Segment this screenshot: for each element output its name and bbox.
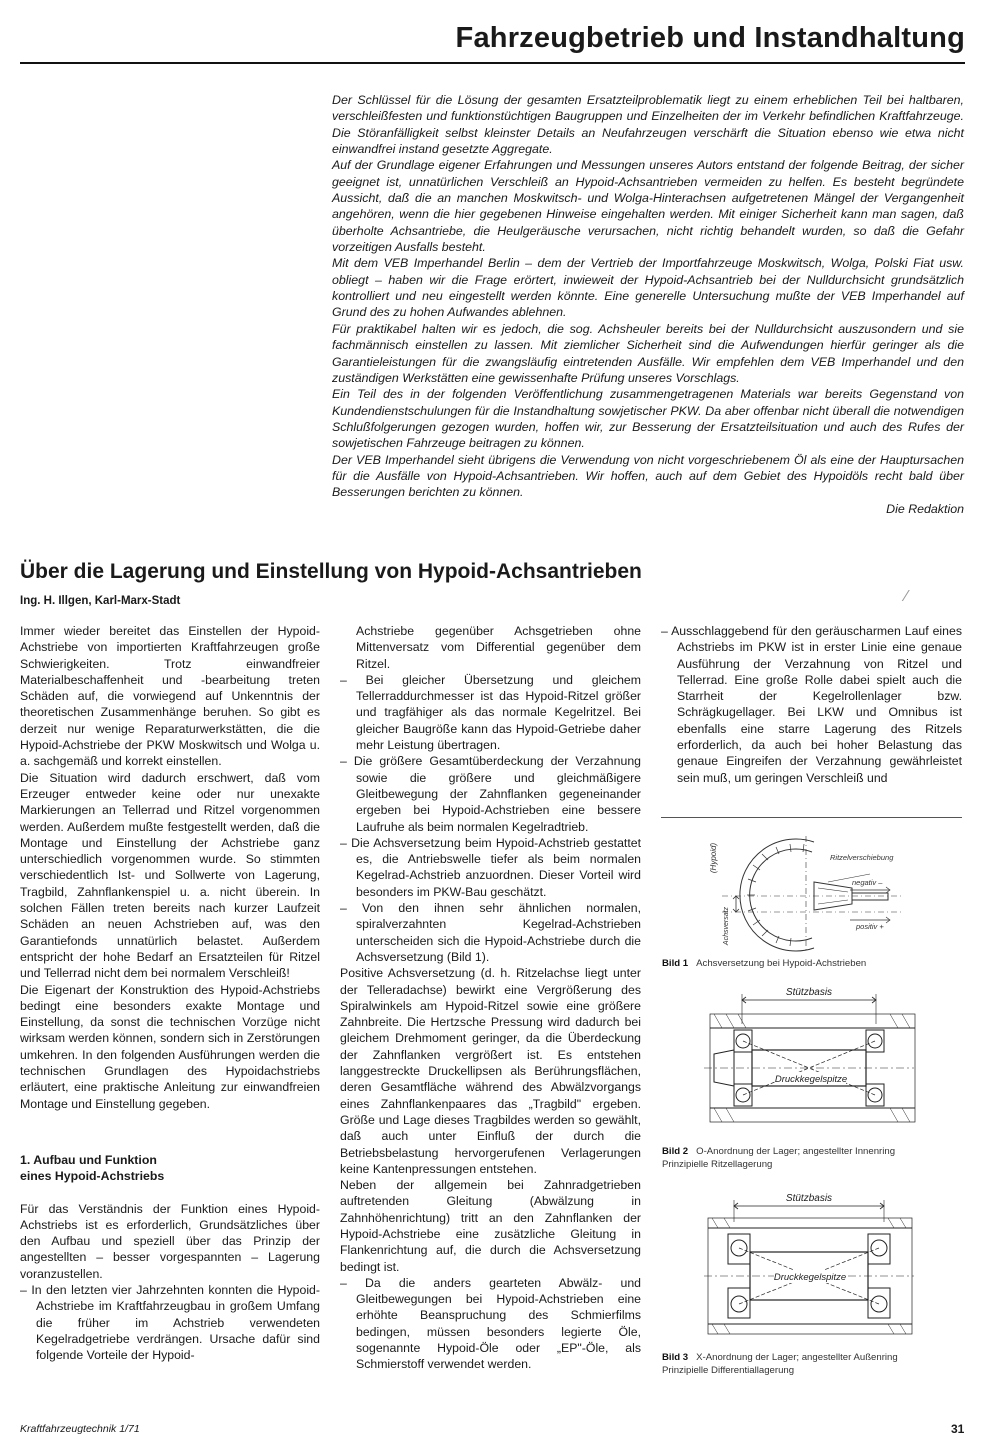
body-list-item: – In den letzten vier Jahrzehnten konnten die Hypoid-Achstriebe im Kraftfahrzeugbau in großem Umfang die früher im Achstrieb verwendeten Kegelradgetriebe verdrängen. Ursache dafür sind folgende Vorteile der Hypoid- <box>20 1282 320 1363</box>
figure-2-number: Bild 2 <box>662 1146 689 1157</box>
editorial-intro <box>332 92 964 517</box>
body-paragraph: Die Eigenart der Konstruktion des Hypoid-Achstriebs bedingt eine besonders exakte Montage und Einstellung, da sonst die technischen Vorzüge nicht wirksam werden können, sondern sich in Zerstörungen umkehren. In den folgenden Ausführungen werden die technischen Grundlagen des Hypoidachstriebs erläutert, eine praktische Anleitung zur einwandfreien Montage und Einstellung gegeben. <box>20 982 320 1111</box>
figure-1-caption <box>662 958 962 971</box>
figure-1-caption-text: Achsversetzung bei Hypoid-Achstrieben <box>696 958 867 969</box>
figure-2 <box>700 984 918 1132</box>
intro-paragraph: Für praktikabel halten wir es jedoch, die sog. Achsheuler bereits bei der Nulldurchsicht auszusondern und sie fachmännisch einstellen zu lassen. Mit ziemlicher Sicherheit sind die Aufwendungen hierfür geringer als die Garantieleistungen für die zwangsläufig eintretenden Ausfälle. Wir empfehlen dem VEB Imperhandel und den zuständigen Werkstätten eine gewissenhafte Prüfung unseres Vorschlags. <box>332 321 964 385</box>
body-paragraph: Achstriebe gegenüber Achsgetrieben ohne Mittenversatz vom Differential gegenüber dem Ritzel. <box>356 624 641 671</box>
label-stuetzbasis: Stützbasis <box>785 987 833 998</box>
label-hypoid: (Hypoid) <box>709 842 718 874</box>
figure-1 <box>702 830 912 952</box>
intro-paragraph: Der Schlüssel für die Lösung der gesamten Ersatzteilproblematik liegt zu einem erheblichen Teil bei haltbaren, verschleißfesten und funktionstüchtigen Baugruppen und Einzelheiten der im Verkehr befindlichen Kraftfahrzeuge. Die Störanfälligkeit selbst kleinster Details an Neufahrzeugen verschärft die Situation ebenso wie etwa nicht einwandfrei instand gesetzte Aggregate. <box>332 93 964 157</box>
page-number: 31 <box>951 1422 965 1436</box>
intro-paragraph: Ein Teil des in der folgenden Veröffentlichung zusammengetragenen Materials war bereits Gegenstand von Kundendienstschulungen für die Instandhaltung sowjetischer PKW. Da aber offenbar nicht überall die notwendigen Schlußfolgerungen gezogen wurden, hoffen wir, zur Besserung der Ersatzteilsituation und auch des Rufes der sowjetischen Fahrzeuge beitragen zu können. <box>332 387 964 451</box>
article-title: Über die Lagerung und Einstellung von Hypoid-Achsantrieben <box>20 560 642 583</box>
body-paragraph: Die Situation wird dadurch erschwert, daß vom Erzeuger entweder keine oder nur unexakte Markierungen an Tellerrad und Ritzel vorgenommen werden. Außerdem mußte festgestellt werden, daß die Montage und Einstellung der Achstriebe ganz unterschiedlich vorgenommen wurde. So stimmten verschiedentlich Ist- und Sollwerte von Lagerung, Tragbild, Zahnflankenspiel u. a. nicht überein. In solchen Fällen treten bereits nach kurzer Laufzeit Schäden an neuen Achstrieben auf, was den Garantiefonds unnatürlich belastet. Außerdem entspricht der hohe Bedarf an Ersatzteilen für Ritzel und Tellerrad nicht dem bei normalem Verschleiß! <box>20 770 320 981</box>
article-column-3 <box>661 623 962 786</box>
label-negativ: negativ – <box>852 878 883 887</box>
figure-3-caption-text: X-Anordnung der Lager; angestellter Außenring <box>696 1352 898 1363</box>
intro-paragraph: Der VEB Imperhandel sieht übrigens die Verwendung von nicht vorgeschriebenem Öl als eine der Hauptursachen für die Ausfälle von Hypoid-Achsantrieben. Wir hoffen, auch auf dem Gebiet des Hypoidöls recht bald über Besserungen berichten zu können. <box>332 452 964 500</box>
figure-3-caption-subtext: Prinzipielle Differentiallagerung <box>662 1364 795 1376</box>
section-heading <box>20 1152 320 1185</box>
figure-3-number: Bild 3 <box>662 1352 689 1363</box>
column-divider <box>661 817 962 818</box>
section-header <box>20 20 965 64</box>
journal-citation: Kraftfahrzeugtechnik 1/71 <box>20 1423 140 1435</box>
figure-2-drawing <box>700 984 918 1132</box>
figure-2-caption <box>662 1146 962 1171</box>
figure-2-caption-subtext: Prinzipielle Ritzellagerung <box>662 1158 773 1170</box>
article-column-1 <box>20 623 320 1363</box>
article-column-2 <box>340 623 641 1373</box>
body-list-item: – Die größere Gesamtüberdeckung der Verzahnung sowie die größere und gleichmäßigere Gleitbewegung der Zahnflanken gegeneinander ergeben bei Hypoid-Achstrieben eine bessere Laufruhe als beim normalen Kegelradtrieb. <box>340 754 641 834</box>
section-heading-line: eines Hypoid-Achstriebs <box>20 1169 165 1184</box>
body-list-item: – Bei gleicher Übersetzung und gleichem Tellerraddurchmesser ist das Hypoid-Ritzel größer und tragfähiger als das normale Kegelritzel. Bei gleicher Baugröße kann das Hypoid-Getriebe daher mehr Leistung übertragen. <box>340 672 641 753</box>
figure-1-drawing <box>702 830 912 952</box>
body-list-item: – Da die anders gearteten Abwälz- und Gleitbewegungen bei Hypoid-Achstrieben eine erhöhte Beanspruchung des Schmierfilms bedingen, müssen besonders legierte Öle, sogenannte Hypoid-Öle oder „EP"-Öle, als Schmierstoff verwendet werden. <box>340 1275 641 1372</box>
figure-1-number: Bild 1 <box>662 958 689 969</box>
label-druckkegelspitze: Druckkegelspitze <box>773 1272 847 1283</box>
body-paragraph: Immer wieder bereitet das Einstellen der Hypoid-Achstriebe von importierten Kraftfahrzeugen große Schwierigkeiten. Trotz einwandfreier Materialbeschaffenheit und -bearbeitung treten Schäden auf, die vorwiegend auf Unkenntnis der theoretischen Zusammenhänge beruhen. So gibt es derzeit nur wenige Reparaturwerkstätten, die die Hypoid-Achstriebe der PKW Moskwitsch und Wolga u. a. sachgemäß und korrekt einstellen. <box>20 624 320 769</box>
body-list-item: – Ausschlaggebend für den geräuscharmen Lauf eines Achstriebs im PKW ist in erster Linie eine genaue Ausführung der Verzahnung von Ritzel und Tellerrad. Eine große Rolle dabei spielt auch die Starrheit der Kegelrollenlager bzw. Schrägkugellager. Bei LKW und Omnibus ist ebenfalls eine starre Lagerung des Ritzels erforderlich, da auch bei hoher Belastung das genaue Eingreifen der Verzahnung gewährleistet sein muß, um geringen Verschleiß und <box>661 624 962 785</box>
body-paragraph: Für das Verständnis der Funktion eines Hypoid-Achstriebs ist es erforderlich, Grundsätzliches über den Aufbau und speziell über das Prinzip der angestellten – besser vorgespannten – Lagerung voranzustellen. <box>20 1201 320 1281</box>
article-byline: Ing. H. Illgen, Karl-Marx-Stadt <box>20 595 181 607</box>
figure-3 <box>700 1190 918 1344</box>
figure-3-drawing <box>700 1190 918 1344</box>
label-ritzelverschiebung: Ritzelverschiebung <box>830 853 894 862</box>
section-heading-line: 1. Aufbau und Funktion <box>20 1152 157 1167</box>
body-paragraph: Neben der allgemein bei Zahnradgetrieben auftretenden Gleitung (Abwälzung in Zahnhöhenrichtung) tritt an den Zahnflanken der Hypoid-Achstriebe eine zusätzliche Gleitung in Flankenrichtung auf, die durch die Achsversetzung bedingt ist. <box>340 1178 641 1274</box>
label-stuetzbasis: Stützbasis <box>785 1193 833 1204</box>
intro-signature: Die Redaktion <box>886 501 964 516</box>
pen-mark-icon: ⁄ <box>905 588 908 605</box>
intro-paragraph: Mit dem VEB Imperhandel Berlin – dem der Vertrieb der Importfahrzeuge Moskwitsch, Wolga, Polski Fiat usw. obliegt – haben wir die Frage erörtert, inwieweit der Hypoid-Achsantrieb bei der Nulldurchsicht grundsätzlich kontrolliert und neu eingestellt werden könnte. Eine generelle Untersuchung mußte der VEB Imperhandel auf Grund des zu hohen Aufwandes ablehnen. <box>332 256 964 320</box>
figure-2-caption-text: O-Anordnung der Lager; angestellter Innenring <box>696 1146 896 1157</box>
label-positiv: positiv + <box>856 922 884 931</box>
label-achsversatz: Achsversatz <box>723 906 730 946</box>
body-list-item: – Die Achsversetzung beim Hypoid-Achstrieb gestattet es, die Antriebswelle tiefer als beim normalen Kegelrad-Achstrieb anzuordnen. Dieser Vorteil wird besonders im PKW-Bau geschätzt. <box>340 835 641 899</box>
section-title: Fahrzeugbetrieb und Instandhaltung <box>455 22 965 54</box>
body-paragraph: Positive Achsversetzung (d. h. Ritzelachse liegt unter der Telleradachse) bewirkt eine Vergrößerung des Spiralwinkels am Hypoid-Ritzel sowie eine größere Zahnbreite. Die Hertzsche Pressung wird dadurch bei gleichem Drehmoment geringer, da die Überdeckung der Zahnflanken vergrößert ist. Es entstehen langgestreckte Druckellipsen als Berührungsflächen, deren Gesamtfläche während des Abwälzvorgangs eines Zahnflankenpaares das „Tragbild" ergeben. Größe und Lage dieses Tragbildes werden so gewählt, daß auch unter Einfluß der durch die Betriebsbelastung hervorgerufenen Verlagerungen keine Kantenpressungen entstehen. <box>340 966 641 1176</box>
label-druckkegelspitze: Druckkegelspitze <box>774 1074 848 1085</box>
figure-3-caption <box>662 1352 962 1377</box>
intro-paragraph: Auf der Grundlage eigener Erfahrungen und Messungen unseres Autors entstand der folgende Beitrag, der sicher geeignet ist, unnatürlichen Verschleiß an Hypoid-Achsantrieben vermeiden zu helfen. Es besteht begründete Aussicht, daß die an manchen Moskwitsch- und Wolga-Hinterachsen aufgetretenen Mängel der Vergangenheit angehören, wenn die hier gegebenen Hinweise eingehalten werden. Mit einiger Sicherheit kann man sagen, daß überholte Achsantriebe, die Heulgeräusche verursachen, nicht richtig behandelt wurden, so daß die Gefahr vorzeitigen Ausfalls besteht. <box>332 158 964 255</box>
body-list-item: – Von den ihnen sehr ähnlichen normalen, spiralverzahnten Kegelrad-Achstrieben unterscheiden sich die Hypoid-Achstriebe durch die Achsversetzung (Bild 1). <box>340 901 641 964</box>
